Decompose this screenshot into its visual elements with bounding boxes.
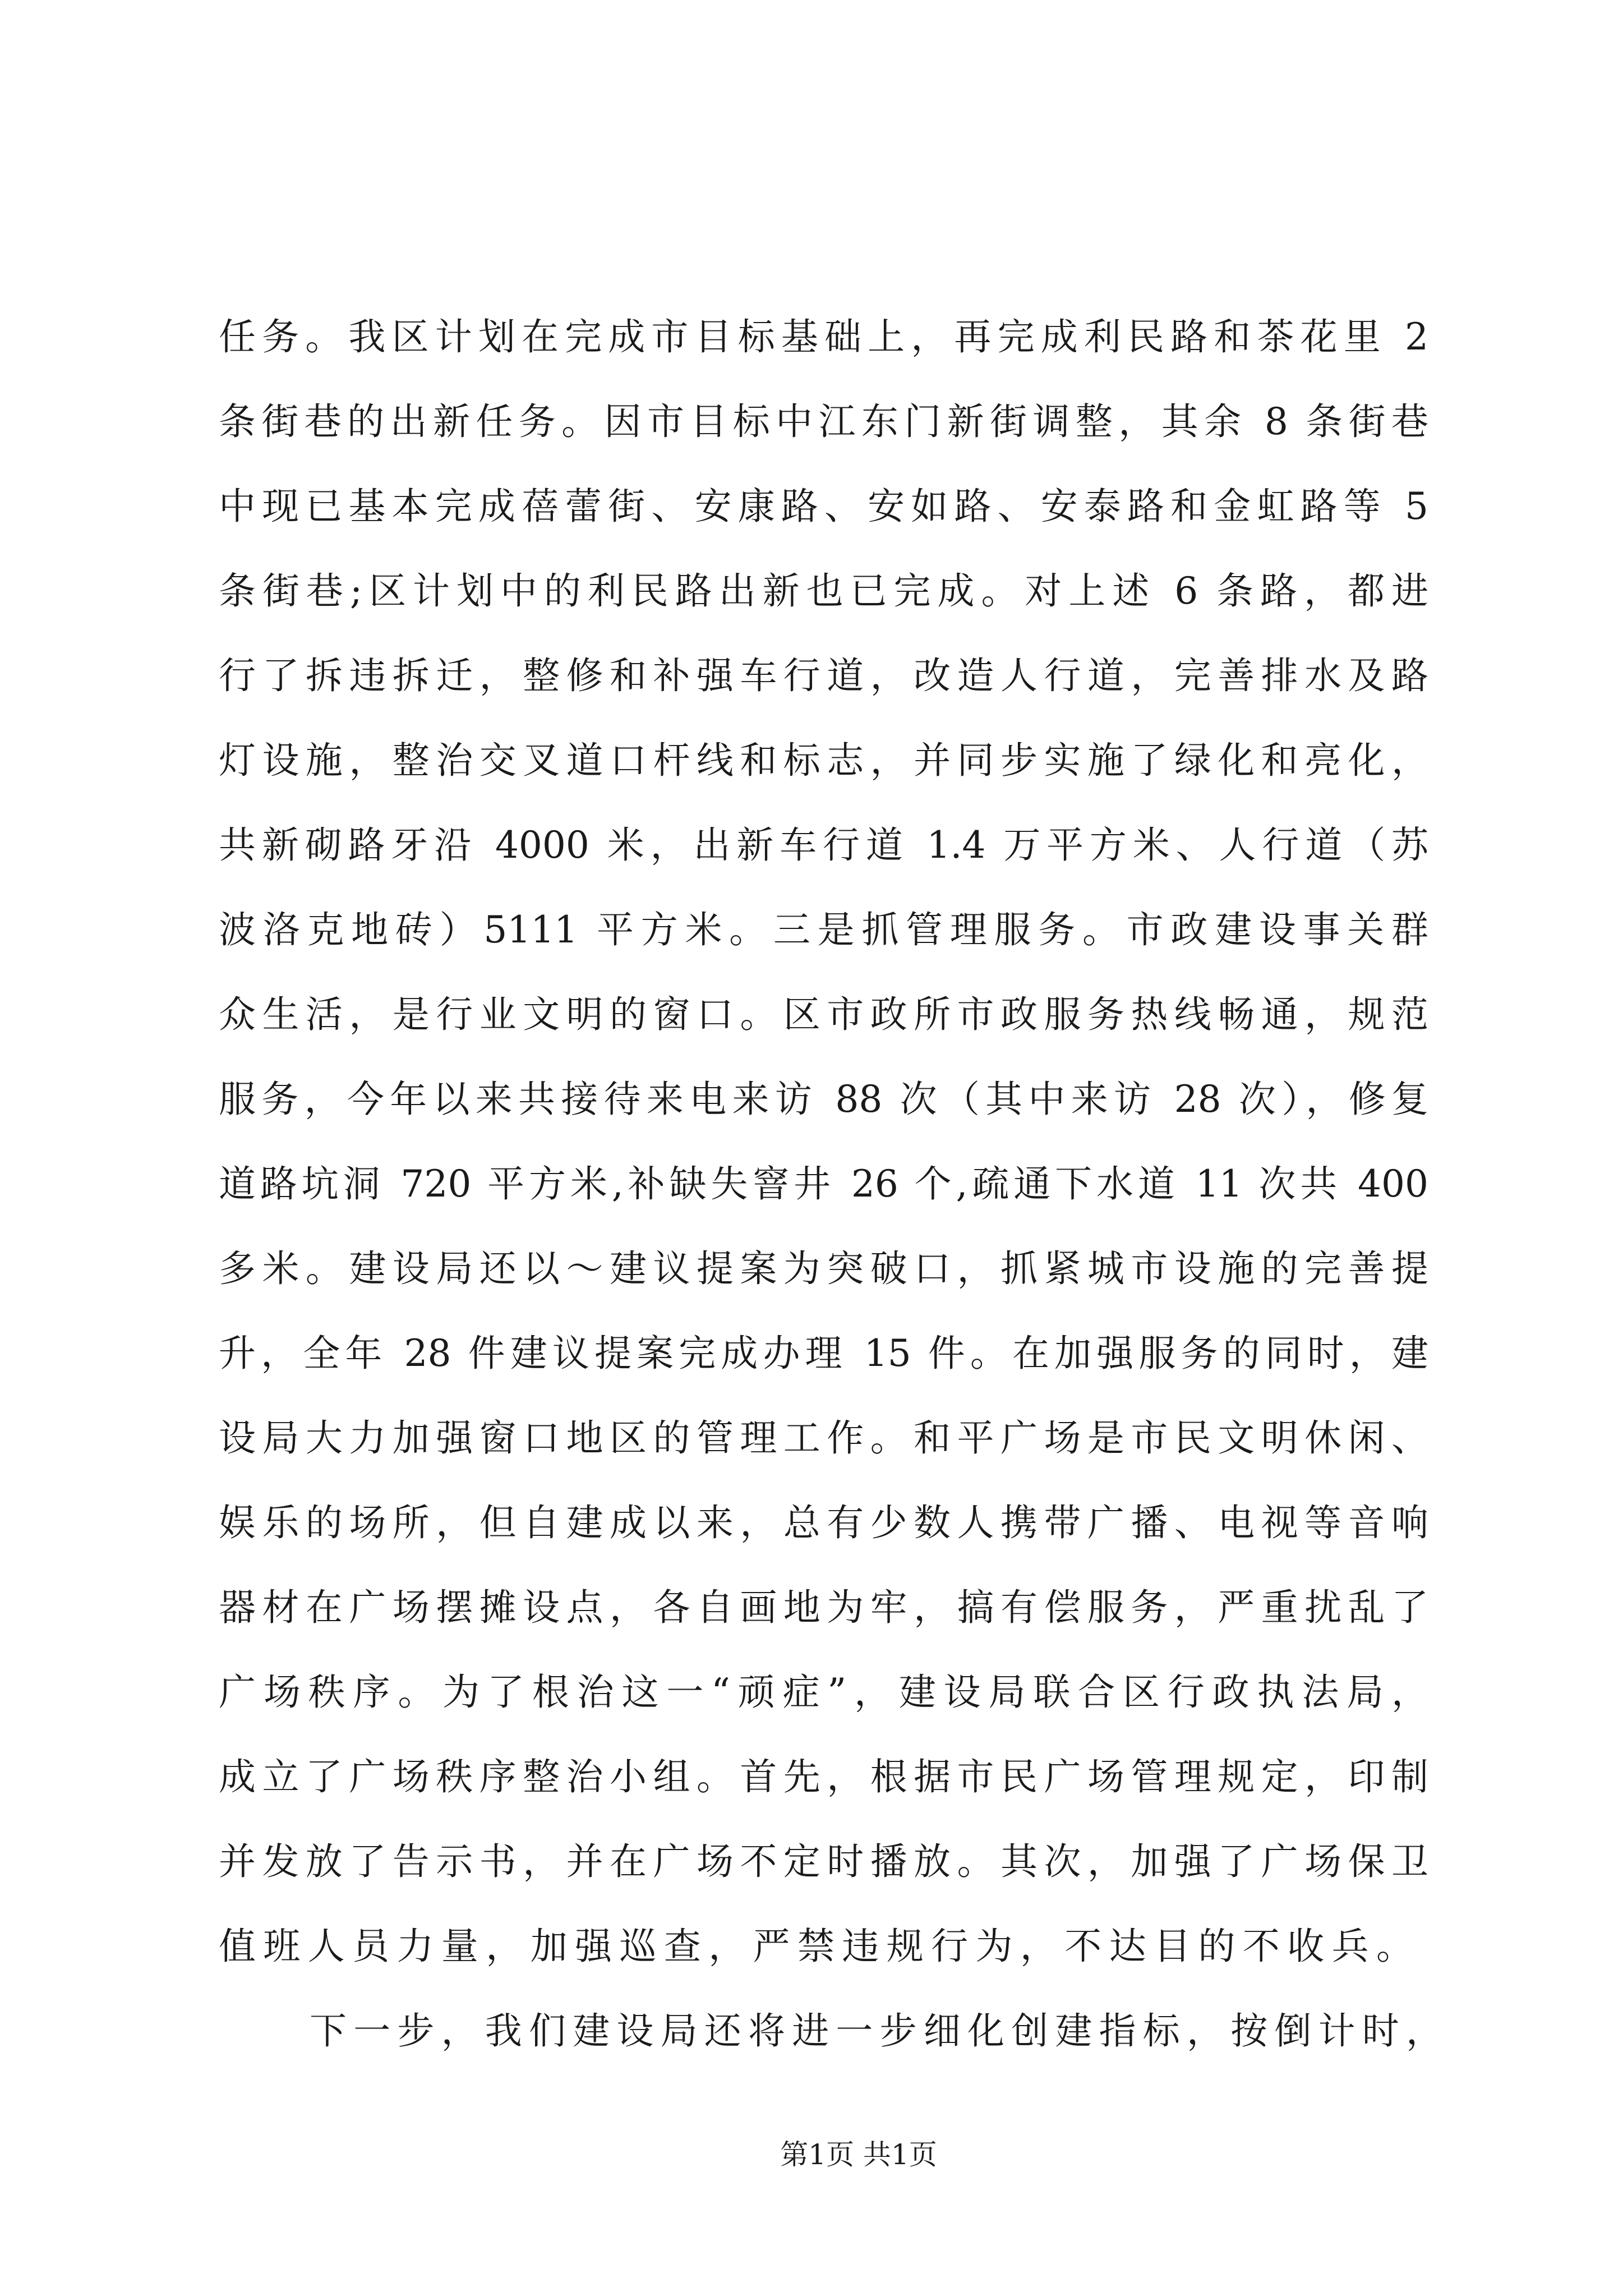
text-line: 共新砌路牙沿 4000 米，出新车行道 1.4 万平方米、人行道（苏 xyxy=(219,823,1428,867)
text-line: 行了拆违拆迁，整修和补强车行道，改造人行道，完善排水及路 xyxy=(219,654,1428,697)
text-line: 设局大力加强窗口地区的管理工作。和平广场是市民文明休闲、 xyxy=(219,1416,1428,1460)
text-line: 波洛克地砖）5111 平方米。三是抓管理服务。市政建设事关群 xyxy=(219,908,1428,951)
text-line: 多米。建设局还以～建议提案为突破口，抓紧城市设施的完善提 xyxy=(219,1247,1428,1290)
text-line: 灯设施，整治交叉道口杆线和标志，并同步实施了绿化和亮化， xyxy=(219,739,1428,782)
text-line: 成立了广场秩序整治小组。首先，根据市民广场管理规定，印制 xyxy=(219,1755,1428,1798)
text-line: 广场秩序。为了根治这一“顽症”，建设局联合区行政执法局， xyxy=(219,1671,1428,1714)
text-line: 条街巷;区计划中的利民路出新也已完成。对上述 6 条路，都进 xyxy=(219,569,1428,613)
text-line: 器材在广场摆摊设点，各自画地为牢，搞有偿服务，严重扰乱了 xyxy=(219,1586,1428,1629)
text-line: 条街巷的出新任务。因市目标中江东门新街调整，其余 8 条街巷 xyxy=(219,400,1428,443)
text-line: 服务，今年以来共接待来电来访 88 次（其中来访 28 次），修复 xyxy=(219,1078,1428,1121)
text-line: 娱乐的场所，但自建成以来，总有少数人携带广播、电视等音响 xyxy=(219,1501,1428,1544)
text-line: 升，全年 28 件建议提案完成办理 15 件。在加强服务的同时，建 xyxy=(219,1332,1428,1375)
text-line: 众生活，是行业文明的窗口。区市政所市政服务热线畅通，规范 xyxy=(219,993,1428,1036)
text-line: 并发放了告示书，并在广场不定时播放。其次，加强了广场保卫 xyxy=(219,1840,1428,1883)
paragraph-start-line: 下一步，我们建设局还将进一步细化创建指标，按倒计时， xyxy=(310,2009,1443,2053)
text-line: 道路坑洞 720 平方米,补缺失窨井 26 个,疏通下水道 11 次共 400 xyxy=(219,1162,1428,1205)
paragraph-end-line: 值班人员力量，加强巡查，严禁违规行为，不达目的不收兵。 xyxy=(219,1925,1413,1968)
body-text xyxy=(219,295,1443,2073)
text-line: 中现已基本完成蓓蕾街、安康路、安如路、安泰路和金虹路等 5 xyxy=(219,485,1428,528)
text-line: 任务。我区计划在完成市目标基础上，再完成利民路和茶花里 2 xyxy=(219,315,1428,358)
page-footer: 第1页 共1页 xyxy=(780,2138,937,2171)
